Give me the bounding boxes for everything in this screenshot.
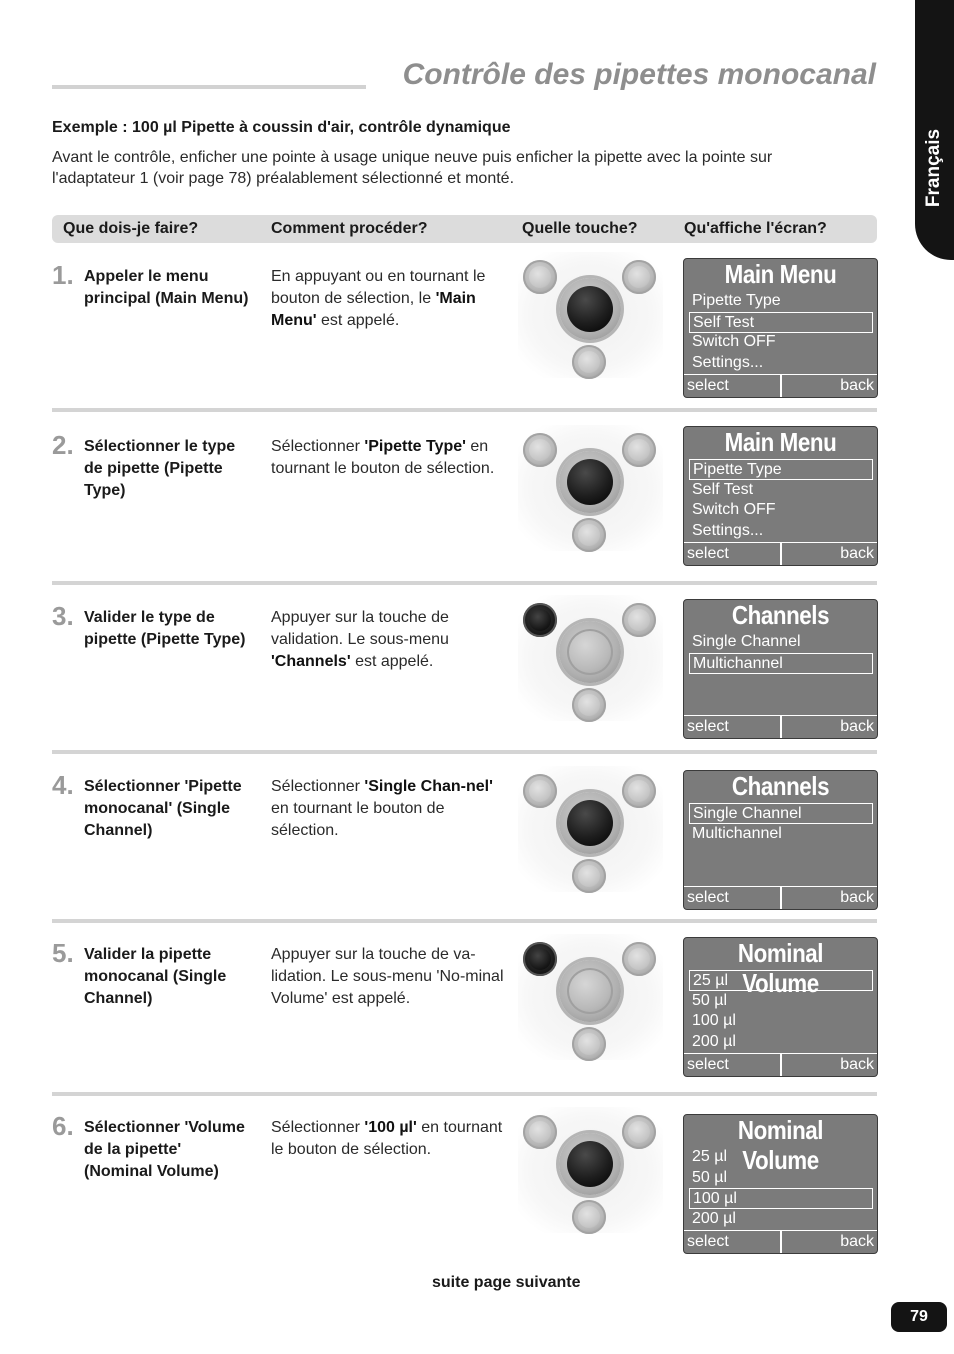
screen-menu-item: Pipette Type	[689, 459, 873, 480]
back-key[interactable]	[622, 774, 656, 808]
screen-menu-item: 25 µl	[692, 1148, 728, 1165]
selection-knob[interactable]	[559, 621, 621, 683]
how-text-after: en tournant le bouton de sélection.	[271, 438, 495, 477]
screen-back-label: back	[840, 718, 874, 735]
how-text-before: Sélectionner	[271, 778, 365, 795]
back-key[interactable]	[622, 1115, 656, 1149]
continued-note: suite page suivante	[432, 1274, 581, 1291]
back-key[interactable]	[622, 603, 656, 637]
step-todo: Sélectionner 'Volume de la pipette' (Nominal Volume)	[84, 1119, 245, 1180]
select-key[interactable]	[523, 260, 557, 294]
header-key: Quelle touche?	[522, 220, 638, 237]
step-how	[271, 436, 506, 480]
step-how	[271, 776, 506, 842]
step-how	[271, 607, 506, 673]
screen-menu-item: Settings...	[692, 353, 764, 371]
screen-title: Nominal Volume	[737, 1115, 824, 1175]
header-what: Que dois-je faire?	[63, 220, 199, 237]
how-text-after: en tournant le bouton de sélection.	[271, 1119, 503, 1158]
screen-menu-item: 100 µl	[689, 1188, 873, 1209]
how-text-bold: 'Main Menu'	[271, 290, 476, 329]
how-text-before: Sélectionner	[271, 1119, 365, 1136]
selection-knob[interactable]	[559, 278, 621, 340]
step-todo: Sélectionner 'Pipette monocanal' (Single Channel)	[84, 778, 242, 839]
how-text-bold: 'Pipette Type'	[364, 438, 466, 455]
screen-menu-item: Multichannel	[689, 653, 873, 674]
screen-back-label: back	[840, 377, 874, 394]
screen-footer	[684, 886, 877, 909]
function-key[interactable]	[572, 859, 606, 893]
screen-footer	[684, 542, 877, 565]
how-text-before: En appuyant ou en tournant le bouton de sélection, le	[271, 268, 486, 307]
how-text-after: est appelé.	[350, 653, 434, 670]
footer-divider	[780, 716, 782, 738]
language-label: Français	[923, 128, 944, 208]
select-key[interactable]	[523, 603, 557, 637]
screen-footer	[684, 715, 877, 738]
screen-title: Main Menu	[724, 259, 837, 289]
screen-menu-item: Multichannel	[692, 824, 782, 842]
how-text-bold: 'Channels'	[271, 653, 351, 670]
how-text-after: est appelé.	[316, 312, 400, 329]
step-how	[271, 266, 506, 332]
back-key[interactable]	[622, 942, 656, 976]
screen-menu-item: 50 µl	[692, 1168, 728, 1186]
step-number: 1.	[52, 260, 74, 290]
screen-back-label: back	[840, 1056, 874, 1073]
how-text-before: Appuyer sur la touche de va-lidation. Le sous-menu 'No-minal Volume' est appelé.	[271, 946, 504, 1007]
intro-paragraph: Avant le contrôle, enficher une pointe à usage unique neuve puis enficher la pipette avec la pointe sur l'adaptateur 1 (voir page 78) préalablement sélectionné et monté.	[52, 149, 773, 187]
screen-select-label: select	[687, 1233, 729, 1250]
how-text-after: en tournant le bouton de sélection.	[271, 800, 445, 839]
function-key[interactable]	[572, 1027, 606, 1061]
keypad-illustration	[518, 934, 663, 1060]
selection-knob[interactable]	[559, 792, 621, 854]
keypad-illustration	[518, 1107, 663, 1233]
keypad-illustration	[518, 252, 663, 378]
pipette-display	[683, 1114, 878, 1254]
step-todo: Sélectionner le type de pipette (Pipette Type)	[84, 438, 236, 499]
screen-footer	[684, 1230, 877, 1253]
select-key[interactable]	[523, 774, 557, 808]
step-number: 4.	[52, 770, 74, 800]
keypad-illustration	[518, 595, 663, 721]
screen-menu-item: Pipette Type	[692, 292, 781, 309]
select-key[interactable]	[523, 942, 557, 976]
page-title: Contrôle des pipettes monocanal	[402, 58, 876, 91]
selection-knob[interactable]	[559, 1133, 621, 1195]
row-separator	[52, 581, 877, 585]
keypad-illustration	[518, 766, 663, 892]
screen-menu-item: 200 µl	[692, 1209, 736, 1227]
screen-menu-item: 100 µl	[692, 1012, 736, 1029]
back-key[interactable]	[622, 260, 656, 294]
screen-select-label: select	[687, 718, 729, 735]
step-todo: Valider le type de pipette (Pipette Type)	[84, 609, 246, 648]
example-title: Exemple : 100 µl Pipette à coussin d'air, contrôle dynamique	[52, 119, 511, 136]
step-todo: Appeler le menu principal (Main Menu)	[84, 268, 249, 307]
pipette-display	[683, 599, 878, 739]
screen-footer	[684, 374, 877, 397]
screen-menu-item: 50 µl	[692, 991, 728, 1009]
function-key[interactable]	[572, 345, 606, 379]
screen-menu-item: 25 µl	[689, 970, 873, 991]
screen-menu-item: Single Channel	[692, 633, 801, 650]
screen-menu-item: Settings...	[692, 521, 764, 539]
back-key[interactable]	[622, 433, 656, 467]
pipette-display	[683, 770, 878, 910]
function-key[interactable]	[572, 518, 606, 552]
page-number: 79	[891, 1302, 947, 1332]
screen-back-label: back	[840, 545, 874, 562]
function-key[interactable]	[572, 1200, 606, 1234]
screen-select-label: select	[687, 545, 729, 562]
screen-menu-item: Switch OFF	[692, 501, 776, 518]
screen-title: Main Menu	[724, 427, 837, 457]
screen-select-label: select	[687, 377, 729, 394]
step-todo: Valider la pipette monocanal (Single Channel)	[84, 946, 227, 1007]
footer-divider	[780, 375, 782, 397]
screen-menu-item: 200 µl	[692, 1032, 736, 1050]
footer-divider	[780, 543, 782, 565]
screen-back-label: back	[840, 889, 874, 906]
step-how	[271, 1117, 506, 1161]
footer-divider	[780, 887, 782, 909]
footer-divider	[780, 1231, 782, 1253]
how-text-before: Appuyer sur la touche de validation. Le sous-menu	[271, 609, 449, 648]
screen-footer	[684, 1053, 877, 1076]
pipette-display	[683, 937, 878, 1077]
screen-select-label: select	[687, 1056, 729, 1073]
selection-knob[interactable]	[559, 451, 621, 513]
row-separator	[52, 750, 877, 754]
title-rule	[52, 85, 366, 89]
function-key[interactable]	[572, 688, 606, 722]
step-number: 3.	[52, 601, 74, 631]
screen-title: Channels	[731, 600, 830, 630]
screen-menu-item: Single Channel	[689, 803, 873, 824]
row-separator	[52, 1092, 877, 1096]
selection-knob[interactable]	[559, 960, 621, 1022]
how-text-before: Sélectionner	[271, 438, 365, 455]
screen-back-label: back	[840, 1233, 874, 1250]
pipette-display	[683, 258, 878, 398]
keypad-illustration	[518, 425, 663, 551]
screen-title: Nominal Volume	[737, 938, 824, 998]
step-number: 6.	[52, 1111, 74, 1141]
step-number: 5.	[52, 938, 74, 968]
row-separator	[52, 919, 877, 923]
how-text-bold: 'Single Chan-nel'	[364, 778, 493, 795]
screen-menu-item: Switch OFF	[692, 333, 776, 350]
screen-menu-item: Self Test	[689, 312, 873, 333]
select-key[interactable]	[523, 433, 557, 467]
header-display: Qu'affiche l'écran?	[684, 220, 827, 237]
step-number: 2.	[52, 430, 74, 460]
footer-divider	[780, 1054, 782, 1076]
how-text-bold: '100 µl'	[364, 1119, 417, 1136]
row-separator	[52, 408, 877, 412]
screen-title: Channels	[731, 771, 830, 801]
screen-menu-item: Self Test	[692, 480, 754, 498]
screen-select-label: select	[687, 889, 729, 906]
select-key[interactable]	[523, 1115, 557, 1149]
step-how	[271, 944, 506, 1010]
pipette-display	[683, 426, 878, 566]
header-how: Comment procéder?	[271, 220, 428, 237]
